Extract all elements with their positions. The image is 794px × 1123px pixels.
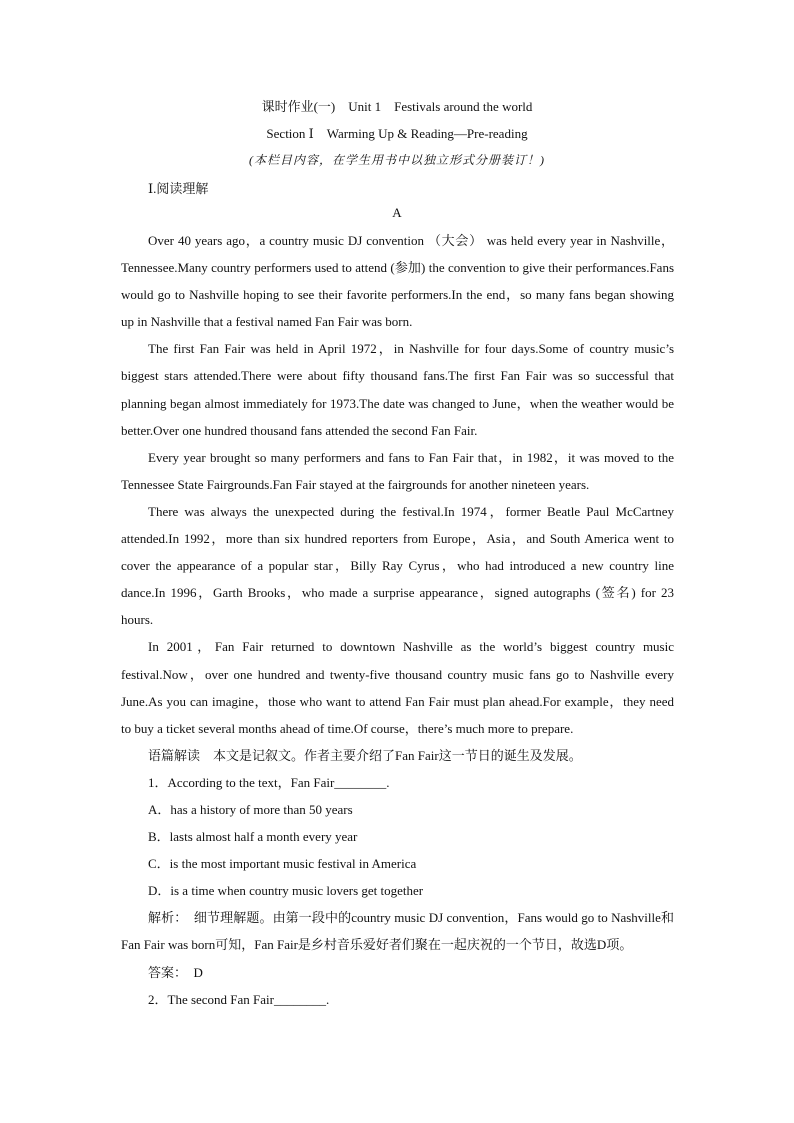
passage-paragraph-2: The first Fan Fair was held in April 1972，in Nashville for four days.Some of country music’s biggest stars attended.There were about fifty thousand fans.The first Fan Fair was so successful that planning began almost immediately for 1973.The date was changed to June，when the weather would be better.Over one hundred thousand fans attended the second Fan Fair. <box>121 341 674 438</box>
passage-summary: 语篇解读 本文是记叙文。作者主要介绍了Fan Fair这一节日的诞生及发展。 <box>148 747 582 763</box>
question-1-option-a: A．has a history of more than 50 years <box>148 801 353 817</box>
question-1-answer: 答案： D <box>148 964 203 980</box>
passage-paragraph-3: Every year brought so many performers and fans to Fan Fair that，in 1982，it was moved to the Tennessee State Fairgrounds.Fan Fair stayed at the fairgrounds for another nineteen years. <box>121 449 674 492</box>
worksheet-body <box>121 227 674 1013</box>
passage-paragraph-5: In 2001，Fan Fair returned to downtown Nashville as the world’s biggest country music festival.Now，over one hundred and twenty-five thousand country music fans go to Nashville every June.As you can imagine，those who want to attend Fan Fair must plan ahead.For example，they need to buy a ticket several months ahead of time.Of course，there’s much more to prepare. <box>121 639 674 736</box>
question-1-stem: 1．According to the text，Fan Fair________. <box>148 774 390 790</box>
passage-paragraph-4: There was always the unexpected during the festival.In 1974，former Beatle Paul McCartney attended.In 1992，more than six hundred reporters from Europe，Asia，and South America went to cover the appearance of a popular star，Billy Ray Cyrus，who had introduced a new country line dance.In 1996，Garth Brooks，who made a surprise appearance，signed autographs (签名) for 23 hours. <box>121 503 674 628</box>
question-1-analysis: 解析： 细节理解题。由第一段中的country music DJ convention，Fans would go to Nashville和Fan Fair was born可知，Fan Fair是乡村音乐爱好者们聚在一起庆祝的一个节日，故选D项。 <box>121 910 674 953</box>
passage-paragraph-1: Over 40 years ago，a country music DJ convention （大会） was held every year in Nashville，Tennessee.Many country performers used to attend (参加) the convention to give their performances.Fans would go to Nashville hoping to see their favorite performers.In the end，so many fans began showing up in Nashville that a festival named Fan Fair was born. <box>121 233 674 330</box>
section-heading: Ⅰ.阅读理解 <box>148 181 209 196</box>
question-2-stem: 2．The second Fan Fair________. <box>148 991 330 1007</box>
title-line-2: Section Ⅰ Warming Up & Reading—Pre-reading <box>266 126 528 141</box>
question-1-option-b: B．lasts almost half a month every year <box>148 829 358 845</box>
passage-letter: A <box>392 205 402 220</box>
binding-note: (本栏目内容，在学生用书中以独立形式分册装订！) <box>249 153 545 167</box>
question-1-option-d: D．is a time when country music lovers get together <box>148 883 424 899</box>
question-1-option-c: C．is the most important music festival in America <box>148 856 417 872</box>
title-line-1: 课时作业(一) Unit 1 Festivals around the world <box>261 99 533 114</box>
